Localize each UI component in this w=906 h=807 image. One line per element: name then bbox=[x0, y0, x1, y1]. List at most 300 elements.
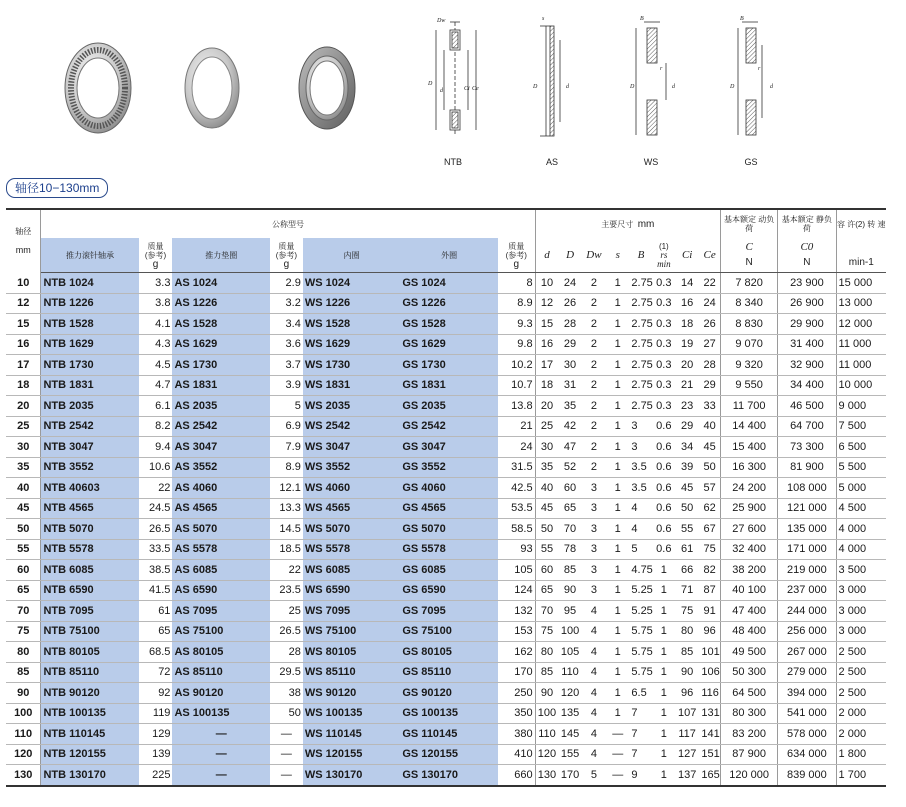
table-row bbox=[6, 621, 886, 642]
cell-as: AS 7095 bbox=[172, 601, 270, 622]
cell-D: 120 bbox=[558, 683, 581, 704]
cell-d: 45 bbox=[535, 498, 558, 519]
as-d-label: d bbox=[566, 84, 569, 90]
cell-s: 1 bbox=[606, 396, 629, 417]
cell-gs: GS 4060 bbox=[400, 478, 498, 499]
cell-ntb: NTB 7095 bbox=[41, 601, 139, 622]
cell-d: 18 bbox=[535, 375, 558, 396]
table-row bbox=[6, 662, 886, 683]
cell-as-m: 7.9 bbox=[270, 437, 303, 458]
cell-Dw: 4 bbox=[582, 642, 606, 663]
cell-shaft: 75 bbox=[6, 621, 41, 642]
cell-rs: 0.3 bbox=[653, 396, 675, 417]
cell-C0: 73 300 bbox=[778, 437, 836, 458]
cell-ws: WS 90120 bbox=[303, 683, 401, 704]
cell-B: 2.75 bbox=[629, 375, 652, 396]
cell-Ce: 57 bbox=[699, 478, 720, 499]
cell-shaft: 30 bbox=[6, 437, 41, 458]
cell-gs-m: 132 bbox=[498, 601, 535, 622]
cell-ntb-m: 3.3 bbox=[139, 273, 173, 294]
spec-table bbox=[6, 208, 886, 787]
cell-Ce: 45 bbox=[699, 437, 720, 458]
cell-as: AS 5070 bbox=[172, 519, 270, 540]
cell-ntb: NTB 4565 bbox=[41, 498, 139, 519]
cell-d: 10 bbox=[535, 273, 558, 294]
table-row bbox=[6, 703, 886, 724]
table-row bbox=[6, 314, 886, 335]
cell-D: 95 bbox=[558, 601, 581, 622]
cell-as-m: 3.7 bbox=[270, 355, 303, 376]
header-gs: 外圈 bbox=[400, 238, 498, 273]
cell-ws: WS 1528 bbox=[303, 314, 401, 335]
cell-ntb: NTB 110145 bbox=[41, 724, 139, 745]
as-D-label: D bbox=[533, 84, 538, 90]
cell-rs: 0.3 bbox=[653, 314, 675, 335]
cell-D: 105 bbox=[558, 642, 581, 663]
cell-B: 6.5 bbox=[629, 683, 652, 704]
cell-as-m: 28 bbox=[270, 642, 303, 663]
cell-gs-m: 31.5 bbox=[498, 457, 535, 478]
cell-Ce: 22 bbox=[699, 273, 720, 294]
cell-as-m: 3.2 bbox=[270, 293, 303, 314]
cell-as-m: 26.5 bbox=[270, 621, 303, 642]
cell-B: 2.75 bbox=[629, 355, 652, 376]
cell-rs: 1 bbox=[653, 560, 675, 581]
cell-C: 14 400 bbox=[721, 416, 778, 437]
cell-s: 1 bbox=[606, 437, 629, 458]
cell-d: 15 bbox=[535, 314, 558, 335]
cell-as-m: 8.9 bbox=[270, 457, 303, 478]
table-row bbox=[6, 683, 886, 704]
figure-label-ws: WS bbox=[643, 157, 659, 167]
cell-C: 47 400 bbox=[721, 601, 778, 622]
cell-Ce: 116 bbox=[699, 683, 720, 704]
cell-ws: WS 85110 bbox=[303, 662, 401, 683]
cell-C: 25 900 bbox=[721, 498, 778, 519]
cell-C0: 171 000 bbox=[778, 539, 836, 560]
cell-C: 9 320 bbox=[721, 355, 778, 376]
cell-shaft: 12 bbox=[6, 293, 41, 314]
cell-n: 9 000 bbox=[836, 396, 886, 417]
header-dyn-unit: C N bbox=[721, 238, 778, 273]
cell-C0: 64 700 bbox=[778, 416, 836, 437]
cell-Ce: 91 bbox=[699, 601, 720, 622]
gs-B-label: B bbox=[740, 16, 744, 22]
cell-gs: GS 6590 bbox=[400, 580, 498, 601]
cell-n: 11 000 bbox=[836, 355, 886, 376]
figure-label-ntb: NTB bbox=[444, 157, 462, 167]
table-row bbox=[6, 293, 886, 314]
cell-rs: 1 bbox=[653, 601, 675, 622]
cell-ws: WS 4565 bbox=[303, 498, 401, 519]
cell-B: 3.5 bbox=[629, 457, 652, 478]
cell-ntb: NTB 130170 bbox=[41, 765, 139, 786]
cell-shaft: 80 bbox=[6, 642, 41, 663]
gs-r-label: r bbox=[758, 66, 761, 72]
cell-C0: 108 000 bbox=[778, 478, 836, 499]
cell-C: 80 300 bbox=[721, 703, 778, 724]
cell-rs: 0.6 bbox=[653, 416, 675, 437]
cell-Ce: 131 bbox=[699, 703, 720, 724]
table-row bbox=[6, 580, 886, 601]
cell-n: 13 000 bbox=[836, 293, 886, 314]
header-speed-unit: min-1 bbox=[836, 238, 886, 273]
cell-s: 1 bbox=[606, 601, 629, 622]
header-D: D bbox=[558, 238, 581, 273]
cell-Dw: 2 bbox=[582, 437, 606, 458]
cell-gs: GS 3047 bbox=[400, 437, 498, 458]
cell-n: 4 000 bbox=[836, 519, 886, 540]
cell-s: 1 bbox=[606, 355, 629, 376]
cell-C0: 135 000 bbox=[778, 519, 836, 540]
cell-rs: 1 bbox=[653, 683, 675, 704]
cell-C0: 541 000 bbox=[778, 703, 836, 724]
cell-as: AS 80105 bbox=[172, 642, 270, 663]
cell-as-m: 23.5 bbox=[270, 580, 303, 601]
cell-gs: GS 3552 bbox=[400, 457, 498, 478]
cell-gs-m: 380 bbox=[498, 724, 535, 745]
cell-ntb-m: 33.5 bbox=[139, 539, 173, 560]
cell-B: 2.75 bbox=[629, 314, 652, 335]
header-speed: 容 许(2) 转 速 bbox=[836, 209, 886, 238]
cell-ntb: NTB 100135 bbox=[41, 703, 139, 724]
cell-Ci: 55 bbox=[675, 519, 699, 540]
cell-s: 1 bbox=[606, 642, 629, 663]
cell-rs: 0.3 bbox=[653, 334, 675, 355]
cell-d: 80 bbox=[535, 642, 558, 663]
ws-drawing bbox=[636, 22, 666, 135]
cell-B: 9 bbox=[629, 765, 652, 786]
cell-ntb: NTB 1226 bbox=[41, 293, 139, 314]
ntb-drawing bbox=[436, 22, 476, 135]
cell-Ci: 96 bbox=[675, 683, 699, 704]
cell-rs: 0.6 bbox=[653, 539, 675, 560]
gs-d-label: d bbox=[770, 84, 773, 90]
cell-s: 1 bbox=[606, 416, 629, 437]
cell-gs: GS 85110 bbox=[400, 662, 498, 683]
cell-n: 4 500 bbox=[836, 498, 886, 519]
table-row bbox=[6, 273, 886, 294]
cell-shaft: 50 bbox=[6, 519, 41, 540]
cell-Dw: 2 bbox=[582, 334, 606, 355]
table-row bbox=[6, 416, 886, 437]
cell-C0: 279 000 bbox=[778, 662, 836, 683]
cell-d: 60 bbox=[535, 560, 558, 581]
cell-Ci: 20 bbox=[675, 355, 699, 376]
cell-Dw: 4 bbox=[582, 683, 606, 704]
ws-B-label: B bbox=[640, 16, 644, 22]
cell-C: 49 500 bbox=[721, 642, 778, 663]
cell-C0: 267 000 bbox=[778, 642, 836, 663]
figure-label-as: AS bbox=[545, 157, 558, 167]
cell-shaft: 25 bbox=[6, 416, 41, 437]
cell-gs: GS 2035 bbox=[400, 396, 498, 417]
cell-s: 1 bbox=[606, 621, 629, 642]
header-stat-unit: C0 N bbox=[778, 238, 836, 273]
cell-gs: GS 130170 bbox=[400, 765, 498, 786]
cell-shaft: 110 bbox=[6, 724, 41, 745]
table-body bbox=[6, 273, 886, 786]
cell-D: 135 bbox=[558, 703, 581, 724]
cell-n: 11 000 bbox=[836, 334, 886, 355]
cell-D: 42 bbox=[558, 416, 581, 437]
cell-Dw: 3 bbox=[582, 560, 606, 581]
cell-rs: 1 bbox=[653, 662, 675, 683]
cell-s: — bbox=[606, 724, 629, 745]
cell-D: 31 bbox=[558, 375, 581, 396]
cell-s: 1 bbox=[606, 580, 629, 601]
cell-Ci: 29 bbox=[675, 416, 699, 437]
cell-shaft: 55 bbox=[6, 539, 41, 560]
cell-Dw: 2 bbox=[582, 355, 606, 376]
cell-Dw: 4 bbox=[582, 724, 606, 745]
cell-as-m: 6.9 bbox=[270, 416, 303, 437]
cell-as: AS 75100 bbox=[172, 621, 270, 642]
cell-as-m: 5 bbox=[270, 396, 303, 417]
cell-ntb-m: 41.5 bbox=[139, 580, 173, 601]
cell-B: 4 bbox=[629, 519, 652, 540]
cell-D: 47 bbox=[558, 437, 581, 458]
table-row bbox=[6, 375, 886, 396]
cell-as-m: — bbox=[270, 765, 303, 786]
cell-B: 3 bbox=[629, 416, 652, 437]
cell-as: — bbox=[172, 724, 270, 745]
cell-n: 2 500 bbox=[836, 662, 886, 683]
cell-shaft: 65 bbox=[6, 580, 41, 601]
cell-as: AS 3552 bbox=[172, 457, 270, 478]
cell-gs-m: 410 bbox=[498, 744, 535, 765]
header-ntb-mass: 质量 (参考) g bbox=[139, 238, 173, 273]
cell-as: AS 5578 bbox=[172, 539, 270, 560]
cell-gs-m: 8 bbox=[498, 273, 535, 294]
header-ntb: 推力滚针轴承 bbox=[41, 238, 139, 273]
cell-ntb: NTB 6085 bbox=[41, 560, 139, 581]
cell-gs: GS 1831 bbox=[400, 375, 498, 396]
cell-as-m: 3.6 bbox=[270, 334, 303, 355]
cell-s: — bbox=[606, 765, 629, 786]
cell-B: 4 bbox=[629, 498, 652, 519]
cell-ws: WS 120155 bbox=[303, 744, 401, 765]
cell-Ce: 82 bbox=[699, 560, 720, 581]
cell-B: 7 bbox=[629, 724, 652, 745]
cell-gs: GS 7095 bbox=[400, 601, 498, 622]
cell-gs: GS 1730 bbox=[400, 355, 498, 376]
cell-ntb-m: 139 bbox=[139, 744, 173, 765]
cell-ntb-m: 129 bbox=[139, 724, 173, 745]
cell-C0: 578 000 bbox=[778, 724, 836, 745]
header-d: d bbox=[535, 238, 558, 273]
cell-shaft: 20 bbox=[6, 396, 41, 417]
cell-rs: 0.6 bbox=[653, 457, 675, 478]
cell-d: 55 bbox=[535, 539, 558, 560]
cell-Ce: 67 bbox=[699, 519, 720, 540]
cell-ws: WS 4060 bbox=[303, 478, 401, 499]
cell-as: AS 1024 bbox=[172, 273, 270, 294]
cell-Ci: 45 bbox=[675, 478, 699, 499]
cell-s: 1 bbox=[606, 560, 629, 581]
cell-gs-m: 10.2 bbox=[498, 355, 535, 376]
cell-D: 52 bbox=[558, 457, 581, 478]
cell-shaft: 70 bbox=[6, 601, 41, 622]
cell-s: 1 bbox=[606, 498, 629, 519]
cell-ntb: NTB 1629 bbox=[41, 334, 139, 355]
cell-C: 50 300 bbox=[721, 662, 778, 683]
cell-d: 16 bbox=[535, 334, 558, 355]
header-Dw: Dw bbox=[582, 238, 606, 273]
header-designation-group: 公称型号 bbox=[41, 209, 535, 238]
cell-C: 15 400 bbox=[721, 437, 778, 458]
cell-as: AS 3047 bbox=[172, 437, 270, 458]
cell-as-m: 18.5 bbox=[270, 539, 303, 560]
table-row bbox=[6, 724, 886, 745]
cell-Ci: 75 bbox=[675, 601, 699, 622]
cell-as-m: 12.1 bbox=[270, 478, 303, 499]
cell-gs-m: 9.3 bbox=[498, 314, 535, 335]
table-row bbox=[6, 498, 886, 519]
gs-drawing bbox=[738, 22, 762, 135]
cell-shaft: 60 bbox=[6, 560, 41, 581]
gs-D-label: D bbox=[730, 84, 735, 90]
cell-D: 24 bbox=[558, 273, 581, 294]
header-s: s bbox=[606, 238, 629, 273]
cell-gs: GS 5070 bbox=[400, 519, 498, 540]
cell-C: 64 500 bbox=[721, 683, 778, 704]
cell-ntb-m: 119 bbox=[139, 703, 173, 724]
cell-ntb-m: 6.1 bbox=[139, 396, 173, 417]
cell-Dw: 3 bbox=[582, 478, 606, 499]
cell-d: 20 bbox=[535, 396, 558, 417]
cell-ntb-m: 4.7 bbox=[139, 375, 173, 396]
cell-as: AS 1629 bbox=[172, 334, 270, 355]
ws-r-label: r bbox=[660, 66, 663, 72]
cell-Ci: 71 bbox=[675, 580, 699, 601]
cell-shaft: 18 bbox=[6, 375, 41, 396]
cell-rs: 1 bbox=[653, 580, 675, 601]
cell-as-m: 14.5 bbox=[270, 519, 303, 540]
cell-ws: WS 100135 bbox=[303, 703, 401, 724]
cell-C0: 634 000 bbox=[778, 744, 836, 765]
cell-C: 83 200 bbox=[721, 724, 778, 745]
cell-Ce: 151 bbox=[699, 744, 720, 765]
cell-d: 30 bbox=[535, 437, 558, 458]
cell-ntb-m: 24.5 bbox=[139, 498, 173, 519]
cell-ws: WS 1831 bbox=[303, 375, 401, 396]
cell-ws: WS 7095 bbox=[303, 601, 401, 622]
cell-as-m: 13.3 bbox=[270, 498, 303, 519]
cell-n: 3 500 bbox=[836, 560, 886, 581]
cell-ntb: NTB 75100 bbox=[41, 621, 139, 642]
header-rs: (1) rs min bbox=[653, 238, 675, 273]
cell-ntb: NTB 80105 bbox=[41, 642, 139, 663]
cell-d: 100 bbox=[535, 703, 558, 724]
cell-as: — bbox=[172, 744, 270, 765]
cell-as: AS 85110 bbox=[172, 662, 270, 683]
cell-gs-m: 10.7 bbox=[498, 375, 535, 396]
table-row bbox=[6, 642, 886, 663]
cell-s: — bbox=[606, 744, 629, 765]
header-ws: 内圈 bbox=[303, 238, 401, 273]
cell-shaft: 10 bbox=[6, 273, 41, 294]
ntb-ce-label: Ce bbox=[472, 86, 479, 92]
header-Ci: Ci bbox=[675, 238, 699, 273]
cell-ntb: NTB 1730 bbox=[41, 355, 139, 376]
cell-Ce: 75 bbox=[699, 539, 720, 560]
cell-Ci: 19 bbox=[675, 334, 699, 355]
cell-ntb-m: 26.5 bbox=[139, 519, 173, 540]
cell-gs-m: 21 bbox=[498, 416, 535, 437]
cell-C0: 32 900 bbox=[778, 355, 836, 376]
cell-Ci: 80 bbox=[675, 621, 699, 642]
cell-ntb-m: 4.1 bbox=[139, 314, 173, 335]
cell-gs: GS 1226 bbox=[400, 293, 498, 314]
cell-ntb: NTB 2035 bbox=[41, 396, 139, 417]
table-row bbox=[6, 334, 886, 355]
cell-shaft: 40 bbox=[6, 478, 41, 499]
cell-as-m: — bbox=[270, 744, 303, 765]
header-B: B bbox=[629, 238, 652, 273]
cell-D: 78 bbox=[558, 539, 581, 560]
cell-Ce: 27 bbox=[699, 334, 720, 355]
cell-Ci: 90 bbox=[675, 662, 699, 683]
cell-ntb: NTB 1831 bbox=[41, 375, 139, 396]
cell-Dw: 2 bbox=[582, 396, 606, 417]
cell-gs-m: 250 bbox=[498, 683, 535, 704]
cell-ws: WS 3552 bbox=[303, 457, 401, 478]
table-row bbox=[6, 457, 886, 478]
cell-gs-m: 153 bbox=[498, 621, 535, 642]
cell-Ce: 24 bbox=[699, 293, 720, 314]
cell-as-m: 29.5 bbox=[270, 662, 303, 683]
cell-C: 120 000 bbox=[721, 765, 778, 786]
product-figures bbox=[0, 0, 906, 178]
cell-as: AS 4565 bbox=[172, 498, 270, 519]
cell-gs-m: 105 bbox=[498, 560, 535, 581]
cell-s: 1 bbox=[606, 293, 629, 314]
cell-C0: 244 000 bbox=[778, 601, 836, 622]
cell-ntb: NTB 6590 bbox=[41, 580, 139, 601]
table-row bbox=[6, 601, 886, 622]
cell-ws: WS 1226 bbox=[303, 293, 401, 314]
cell-ntb-m: 68.5 bbox=[139, 642, 173, 663]
cell-ws: WS 130170 bbox=[303, 765, 401, 786]
cell-ntb-m: 3.8 bbox=[139, 293, 173, 314]
cell-n: 2 500 bbox=[836, 683, 886, 704]
cell-C: 24 200 bbox=[721, 478, 778, 499]
cell-ntb: NTB 1024 bbox=[41, 273, 139, 294]
cell-ntb: NTB 5070 bbox=[41, 519, 139, 540]
cell-rs: 1 bbox=[653, 703, 675, 724]
cell-C0: 121 000 bbox=[778, 498, 836, 519]
cell-C0: 26 900 bbox=[778, 293, 836, 314]
cell-rs: 1 bbox=[653, 744, 675, 765]
cell-Ci: 23 bbox=[675, 396, 699, 417]
cell-gs: GS 6085 bbox=[400, 560, 498, 581]
header-as: 推力垫圈 bbox=[172, 238, 270, 273]
cell-Dw: 2 bbox=[582, 375, 606, 396]
cell-Dw: 2 bbox=[582, 273, 606, 294]
cell-ntb-m: 4.3 bbox=[139, 334, 173, 355]
cell-B: 3 bbox=[629, 437, 652, 458]
cell-as: AS 1528 bbox=[172, 314, 270, 335]
cell-C0: 839 000 bbox=[778, 765, 836, 786]
cell-s: 1 bbox=[606, 703, 629, 724]
cell-as: AS 100135 bbox=[172, 703, 270, 724]
cell-B: 7 bbox=[629, 703, 652, 724]
table-row bbox=[6, 744, 886, 765]
cell-n: 5 000 bbox=[836, 478, 886, 499]
cell-s: 1 bbox=[606, 457, 629, 478]
cell-as: — bbox=[172, 765, 270, 786]
